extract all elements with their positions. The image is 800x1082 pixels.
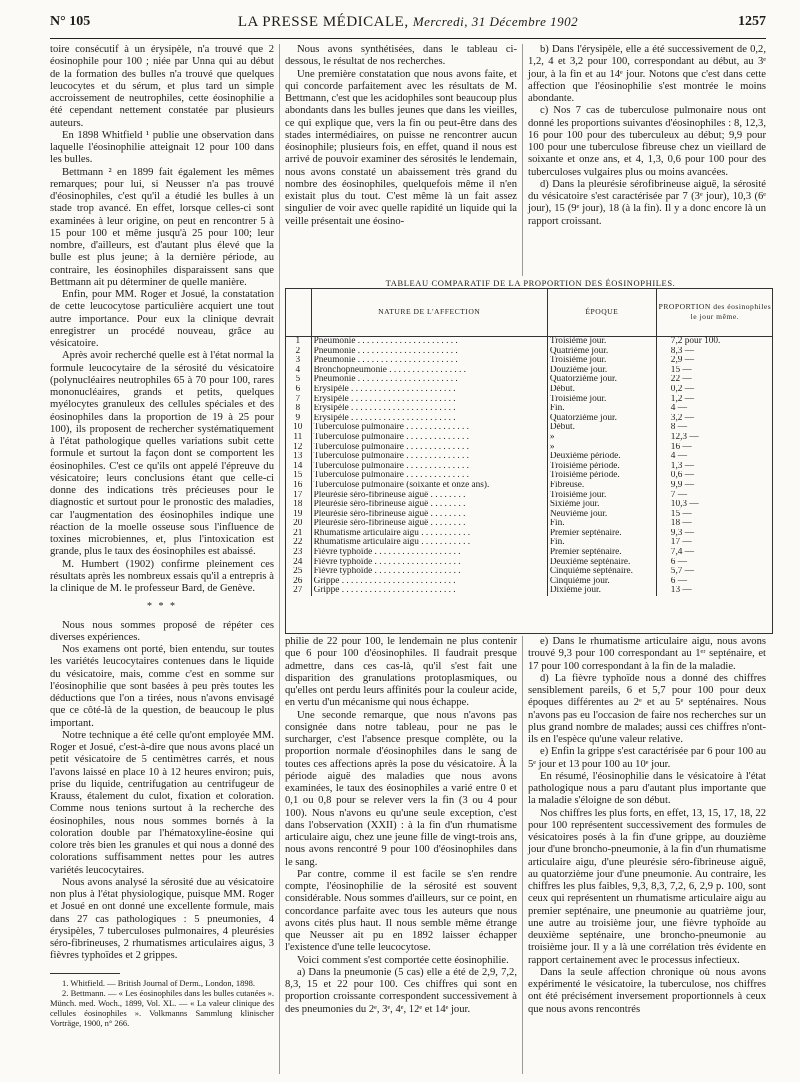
row-proportion: 8 — [670,423,688,433]
row-number: 14 [285,462,311,472]
page-number-right: 1257 [738,14,766,29]
row-number: 15 [285,471,311,481]
header-rule [50,38,766,39]
table-title: TABLEAU COMPARATIF DE LA PROPORTION DES ÉOSINOPHILES. [385,278,676,288]
table-row [285,433,773,443]
section-separator: * * * [147,601,177,613]
journal-title: LA PRESSE MÉDICALE, [237,14,409,30]
paragraph: c) Nos 7 cas de tuberculose pulmonaire nous ont donné les proportions suivantes d'éosinophiles : 8, 12,3, 16 pour 100 pour des tuberculeux au début; 9,9 pour 100 pour une tuberculose fibreuse chez un vieillard de soixante et onze ans, et 4, 1,3, 0,6 pour 100 pour des tuberculoses vulgaires plus ou moins avancées. [528,105,766,178]
row-epoque: Deuxième septénaire. [547,558,656,568]
paragraph: Dans la seule affection chronique où nous avons expérimenté le vésicatoire, la tuberculose, nos chiffres ont été précisément inversement proportionnels à ceux que nous avons rencontrés [528,966,766,1015]
row-number: 20 [285,519,311,529]
row-proportion: 15 — [670,509,692,519]
row-affection: Tuberculose pulmonaire . . . . . . . . . . . . . . [311,452,547,462]
paragraph: Nous avons synthétisées, dans le tableau ci-dessous, le résultat de nos recherches. [285,44,517,68]
row-proportion: 0,6 — [670,471,695,481]
row-epoque: Cinquième septénaire. [547,567,656,577]
paragraph: Une première constatation que nous avons faite, et qui concorde parfaitement avec les résultats de M. Bettmann, c'est que les acidophiles sont beaucoup plus abondants dans les bulles jeunes que dans les vieilles, ce qui explique que, vers la fin ou peut-être dans des stades intermédiaires, on puisse ne rencontrer aucun éosinophile; plusieurs fois, en effet, quand il nous est arrivé de pouvoir examiner des sérosités le lendemain, nous avons constaté un abaissement très grand du nombre des éosinophiles, quelquefois même il n'en existait plus du tout. C'est même là un fait assez singulier de voir avec quelle rapidité un liquide qui la veille présentait une éosino- [285,68,517,227]
row-proportion: 4 — [670,452,688,462]
row-affection: Pneumonie . . . . . . . . . . . . . . . . . . . . . . [311,375,547,385]
comparison-table [285,288,773,596]
table-row [285,443,773,453]
row-affection: Érysipèle . . . . . . . . . . . . . . . . . . . . . . . [311,395,547,405]
paragraph: e) Dans le rhumatisme articulaire aigu, nous avons trouvé 9,3 pour 100 correspondant au 1ᵉʳ septénaire, et 17 pour 100 correspondant à la fin de la maladie. [528,636,766,672]
row-affection: Rhumatisme articulaire aigu . . . . . . . . . . . [311,538,547,548]
row-number: 8 [285,404,311,414]
column-rule [522,636,523,1074]
paragraph: b) Dans l'érysipèle, elle a été successivement de 0,2, 1,2, 4 et 3,2 pour 100, correspondant au début, au 3ᵉ jour, à la fin et au 14ᵉ jour. Notons que c'est dans cette affection que l'éosinophilie s'est montrée le moins abondante. [528,44,766,104]
row-affection: Pneumonie . . . . . . . . . . . . . . . . . . . . . . [311,337,547,347]
row-affection: Fièvre typhoïde . . . . . . . . . . . . . . . . . . . [311,558,547,568]
paragraph: a) Dans la pneumonie (5 cas) elle a été de 2,9, 7,2, 8,3, 15 et 22 pour 100. Ces chiffres qui sont en proportion croissante correspondent successivement à des pneumonies du 2ᵉ, 3ᵉ, 4ᵉ, 12ᵉ et 14ᵉ jour. [285,966,517,1015]
row-number: 23 [285,548,311,558]
row-epoque: Troisième jour. [547,337,656,347]
row-number: 17 [285,491,311,501]
row-proportion: 18 — [670,519,692,529]
row-epoque: Début. [547,423,656,433]
table-row [285,452,773,462]
row-affection: Grippe . . . . . . . . . . . . . . . . . . . . . . . . . [311,577,547,587]
paragraph: Nous nous sommes proposé de répéter ces diverses expériences. [50,619,274,643]
issue-date: Mercredi, 31 Décembre 1902 [412,14,579,29]
row-epoque: Fin. [547,538,656,548]
row-proportion: 6 — [670,576,688,586]
row-epoque: Cinquième jour. [547,577,656,587]
paragraph: M. Humbert (1902) confirme pleinement ces résultats après les nombreux essais qu'il a entrepris à la clinique de M. le professeur Bard, de Genève. [50,558,274,594]
table-row [285,471,773,481]
row-number: 11 [285,433,311,443]
row-proportion: 10,3 — [670,500,699,510]
row-proportion: 1,2 — [670,394,695,404]
paragraph: e) Enfin la grippe s'est caractérisée par 6 pour 100 au 5ᵉ jour et 13 pour 100 au 10ᵉ jour. [528,746,766,770]
row-proportion: 8,3 — [670,346,695,356]
table-row [285,423,773,433]
row-proportion: 9,3 — [670,528,695,538]
column-rule [522,44,523,276]
column-1 [50,44,274,1028]
row-epoque: Troisième jour. [547,356,656,366]
paragraph: Nous avons analysé la sérosité due au vésicatoire non plus à l'état physiologique, puisque MM. Roger et Josué en ont donné une excellente formule, mais dans 27 cas pathologiques : 5 pneumonies, 4 érysipèles, 7 tuberculoses pulmonaires, 4 pleurésies séro-fibrineuses, 2 rhumatismes articulaires aigus, 3 fièvres typhoïdes et 2 grippes. [50,876,274,962]
paragraph: Nos examens ont porté, bien entendu, sur toutes les variétés leucocytaires contenues dans le liquide du vésicatoire, mais, comme c'est en somme sur l'éosinophilie que sont basées à peu près toutes les déductions que l'on a tirées, nous n'avons envisagé que ce côté-là de la question, de beaucoup le plus important. [50,644,274,729]
row-proportion: 7,4 — [670,548,695,558]
table-row [285,337,773,347]
row-number: 19 [285,510,311,520]
row-proportion: 7,2 pour 100. [670,336,721,346]
row-number: 12 [285,443,311,453]
row-epoque: Deuxième période. [547,452,656,462]
row-number: 25 [285,567,311,577]
row-number: 1 [285,337,311,347]
row-affection: Érysipèle . . . . . . . . . . . . . . . . . . . . . . . [311,414,547,424]
row-number: 6 [285,385,311,395]
row-proportion: 13 — [670,586,692,596]
row-epoque: Fin. [547,404,656,414]
table-row [285,510,773,520]
row-number: 27 [285,586,311,596]
row-proportion: 2,9 — [670,356,695,366]
page-number-left: N° 105 [50,14,91,29]
row-affection: Tuberculose pulmonaire . . . . . . . . . . . . . . [311,443,547,453]
row-epoque: Dixième jour. [547,586,656,596]
row-proportion: 1,3 — [670,461,695,471]
row-proportion: 7 — [670,490,688,500]
paragraph: En 1898 Whitfield ¹ publie une observation dans laquelle l'éosinophilie atteignait 12 pour 100 dans les bulles. [50,129,274,166]
row-affection: Tuberculose pulmonaire . . . . . . . . . . . . . . [311,433,547,443]
row-affection: Fièvre typhoïde . . . . . . . . . . . . . . . . . . . [311,548,547,558]
row-epoque: Troisième jour. [547,491,656,501]
row-affection: Pleurésie séro-fibrineuse aiguë . . . . . . . . [311,491,547,501]
row-affection: Tuberculose pulmonaire . . . . . . . . . . . . . . [311,423,547,433]
row-proportion: 0,2 — [670,384,695,394]
row-affection: Pleurésie séro-fibrineuse aiguë . . . . . . . . [311,510,547,520]
table-header-proportion: PROPORTION des éosinophiles le jour même. [656,288,773,337]
row-epoque: Début. [547,385,656,395]
row-epoque: Sixième jour. [547,500,656,510]
row-affection: Érysipèle . . . . . . . . . . . . . . . . . . . . . . . [311,385,547,395]
row-epoque: Premier septénaire. [547,548,656,558]
row-epoque: Fin. [547,519,656,529]
row-number: 5 [285,375,311,385]
row-epoque: Quatrième jour. [547,347,656,357]
table-row [285,356,773,366]
row-number: 22 [285,538,311,548]
row-number: 10 [285,423,311,433]
row-epoque: Douzième jour. [547,366,656,376]
paragraph: philie de 22 pour 100, le lendemain ne plus contenir que 6 pour 100 d'éosinophiles. Il faudrait presque admettre, dans ces cas-là, qu'il s'est fait une disparition des granulations protoplasmiques, ou qu'elles ont perdu leurs affinités pour la couleur acide, en vertu d'un mécanisme qui nous échappe. [285,636,517,709]
row-epoque: Troisième période. [547,471,656,481]
table-row [285,586,773,596]
table-header-number [285,288,311,337]
column-rule [279,44,280,1074]
table-row [285,404,773,414]
row-affection: Pneumonie . . . . . . . . . . . . . . . . . . . . . . [311,356,547,366]
row-proportion: 6 — [670,557,688,567]
paragraph: d) La fièvre typhoïde nous a donné des chiffres sensiblement pareils, 6 et 5,7 pour 100 pour deux époques différentes au 2ᵉ et au 5ᵉ septénaires. Nous n'avons pas eu l'occasion de faire nos recherches sur un plus grand nombre de malades; aussi ces chiffres n'ont-ils en l'espèce qu'une valeur relative. [528,672,766,745]
row-epoque: Troisième période. [547,462,656,472]
row-epoque: Troisième jour. [547,395,656,405]
row-proportion: 4 — [670,404,688,414]
column-2-bottom [285,636,517,1016]
row-affection: Tuberculose pulmonaire . . . . . . . . . . . . . . [311,471,547,481]
column-2-top [285,44,517,228]
table-row [285,529,773,539]
paragraph: Par contre, comme il est facile se s'en rendre compte, l'éosinophilie de la sérosité est souvent considérable. Nous sommes d'ailleurs, sur ce point, en concordance parfaite avec tous les auteurs que nous avons cités plus haut. Il nous semble même étrange que Neusser ait pu en 1892 laisser échapper l'existence d'une telle leucocytose. [285,868,517,954]
column-3-bottom [528,636,766,1016]
row-number: 24 [285,558,311,568]
row-epoque: Fibreuse. [547,481,656,491]
running-header [50,14,766,36]
row-affection: Pleurésie séro-fibrineuse aiguë . . . . . . . . [311,500,547,510]
table-row [285,548,773,558]
row-epoque: Premier septénaire. [547,529,656,539]
row-proportion: 16 — [670,442,692,452]
table-row [285,558,773,568]
row-affection: Fièvre typhoïde . . . . . . . . . . . . . . . . . . . [311,567,547,577]
paragraph: Une seconde remarque, que nous n'avons pas consignée dans notre tableau, pour ne pas le surcharger, c'est l'absence presque complète, ou la proportion normale d'éosinophiles dans le sang de toutes ces affections après la pose du vésicatoire. À la période aiguë des maladies que nous avons examinées, le taux des éosinophiles a varié entre 0 et 0,1 ou 0,8 pour se relever vers la fin (3 ou 4 pour 100). Nous n'avons eu qu'une seule exception, c'est dans l'observation (XXII) : à la fin d'un rhumatisme articulaire aigu, chez une jeune fille de vingt-trois ans, nous avons rencontré 9 pour 100 d'éosinophiles dans le sang. [285,709,517,868]
row-affection: Tuberculose pulmonaire (soixante et onze ans). [311,481,547,491]
paragraph: Notre technique a été celle qu'ont employée MM. Roger et Josué, c'est-à-dire que nous avons placé un petit vésicatoire de 5 centimètres carrés, et nous l'avons laissé en place 10 à 12 heures environ; puis, prise du liquide, centrifugation au centrifugeur de Krauss, étalement du culot, fixation et coloration. Comme nous tenions surtout à la recherche des éosinophiles, nous nous sommes bornés à la coloration double par l'hématoxyline-éosine qui colore très bien les granules et qui nous a donné des colorations suffisamment nettes pour les autres variétés leucocytaires. [50,729,274,876]
row-affection: Érysipèle . . . . . . . . . . . . . . . . . . . . . . . [311,404,547,414]
table-row [285,577,773,587]
paragraph: Enfin, pour MM. Roger et Josué, la constatation de cette leucocytose particulière acquiert une tout autre importance. Pour eux la clinique devrait enregistrer un procédé nouveau, grâce au vésicatoire. [50,289,274,349]
row-proportion: 9,9 — [670,480,695,490]
table-row [285,519,773,529]
footnote-rule [50,973,120,974]
table-row [285,567,773,577]
row-affection: Bronchopneumonie . . . . . . . . . . . . . . . . . [311,366,547,376]
row-number: 18 [285,500,311,510]
column-3-top [528,44,766,228]
row-epoque: Neuvième jour. [547,510,656,520]
paragraph: Nos chiffres les plus forts, en effet, 13, 15, 17, 18, 22 pour 100 représentent successivement des formules de vésicatoires posés à la fin d'une grippe, au douzième jour d'une broncho-pneumonie, à la fin d'un rhumatisme articulaire aigu, d'une pleurésie séro-fibrineuse aiguë, au quatorzième jour d'une pneumonie. Au contraire, les chiffres les plus faibles, 9,3, 8,3, 7,2, 6, 2,9 p. 100, sont ceux qui représentent un rhumatisme articulaire aigu au premier septénaire, une pneumonie au quatrième jour, une autre au troisième jour, une fièvre typhoïde au deuxième septénaire, une broncho-pneumonie au troisième jour. Il y a là une corrélation très évidente en rapport certainement avec le processus infectieux. [528,807,766,966]
row-number: 4 [285,366,311,376]
row-epoque: Quatorzième jour. [547,414,656,424]
table-row [285,462,773,472]
row-proportion: 17 — [670,538,692,548]
row-affection: Rhumatisme articulaire aigu . . . . . . . . . . . [311,529,547,539]
row-number: 3 [285,356,311,366]
row-proportion: 22 — [670,375,692,385]
row-epoque: » [547,443,656,453]
table-row [285,500,773,510]
row-affection: Pleurésie séro-fibrineuse aiguë . . . . . . . . [311,519,547,529]
table-row [285,491,773,501]
row-number: 9 [285,414,311,424]
row-epoque: Quatorzième jour. [547,375,656,385]
footnote: 2. Bettmann. — « Les éosinophiles dans les bulles cutanées ». Münch. med. Woch., 1899, Vol. XL. — « La valeur clinique des cellules éosinophiles ». Volkmanns Sammlung klinischer Vorträge, 1900, n° 266. [50,987,274,1028]
row-number: 13 [285,452,311,462]
table-row [285,538,773,548]
table-row [285,347,773,357]
table-row [285,366,773,376]
row-epoque: » [547,433,656,443]
paragraph: toire consécutif à un érysipèle, n'a trouvé que 2 éosinophile pour 100 ; niée par Unna qui au début de la formation des bulles n'a trouvé que quelques leucocytes et du sérum, et plus tard un simple accroissement de neutrophiles, cette éosinophilie a été cependant nettement constatée par plusieurs auteurs. [50,44,274,129]
table-row [285,414,773,424]
row-number: 16 [285,481,311,491]
row-number: 21 [285,529,311,539]
table-body [285,337,773,597]
paragraph: En résumé, l'éosinophilie dans le vésicatoire à l'état pathologique nous a paru d'autant plus importante que la maladie s'éloigne de son début. [528,770,766,807]
paragraph: Voici comment s'est comportée cette éosinophilie. [297,954,509,966]
row-proportion: 15 — [670,365,692,375]
paragraph: Après avoir recherché quelle est à l'état normal la formule leucocytaire de la sérosité du vésicatoire (polynucléaires neutrophiles 65 à 70 pour 100, rares mononucléaires, grands et petits, quelques myélocytes granuleux des cellules spéciales et des éosinophiles dans la proportion de 19 à 25 pour 100), ils proposent de rechercher systématiquement à l'état pathologique quelles variations subit cette formule et surtout la façon dont se comportent les éosinophiles. C'est ce qu'ils ont appelé l'épreuve du vésicatoire; leurs conclusions étant que celle-ci donne des indications très précieuses pour le diagnostic et surtout pour le pronostic des maladies, car l'augmentation des éosinophiles indique une réaction de la moelle osseuse sous l'influence de toxines microbiennes, et, plus l'intoxication est grande, plus le taux des éosinophiles est abaissé. [50,350,274,558]
table-header-epoque: ÉPOQUE [547,288,656,337]
row-affection: Tuberculose pulmonaire . . . . . . . . . . . . . . [311,462,547,472]
row-affection: Pneumonie . . . . . . . . . . . . . . . . . . . . . . [311,347,547,357]
row-number: 7 [285,395,311,405]
row-proportion: 3,2 — [670,413,695,423]
journal-title-line [50,14,766,31]
table-row [285,395,773,405]
table-header-affection: NATURE DE L'AFFECTION [311,288,547,337]
table-header-row [285,288,773,337]
footnote: 1. Whitfield. — British Journal of Derm., London, 1898. [62,977,255,988]
table-row [285,375,773,385]
paragraph: d) Dans la pleurésie sérofibrineuse aiguë, la sérosité du vésicatoire s'est caractérisée par 7 (3ᵉ jour), 10,3 (6ᵉ jour), 15 (9ᵉ jour), 18 (à la fin). Il y a donc encore là un rapport croissant. [528,178,766,227]
row-proportion: 5,7 — [670,567,695,577]
row-number: 26 [285,577,311,587]
row-proportion: 12,3 — [670,432,699,442]
row-number: 2 [285,347,311,357]
table-row [285,385,773,395]
table-row [285,481,773,491]
row-affection: Grippe . . . . . . . . . . . . . . . . . . . . . . . . . [311,586,547,596]
paragraph: Bettmann ² en 1899 fait également les mêmes remarques; pour lui, si Neusser n'a pas trouvé d'éosinophiles, c'est qu'il a étudié les bulles à un stade trop avancé. En effet, lorsque celles-ci sont examinées à leur origine, on peut en rencontrer 5 à 15 pour 100 et même jusqu'à 25 pour 100; leur nombre, d'ailleurs, est d'autant plus élevé que la bulle est plus jeune; à la dernière période, au contraire, les éosinophiles disparaissent sans que Bettmann ait pu déterminer de quelle manière. [50,166,274,288]
